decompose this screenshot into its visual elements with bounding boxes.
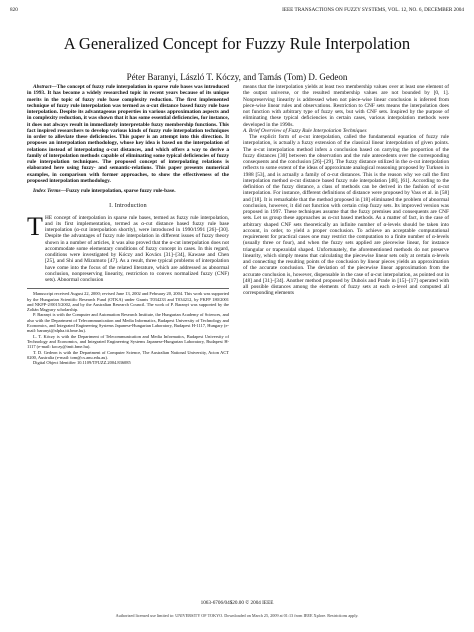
- paper-title: A Generalized Concept for Fuzzy Rule Interpolation: [63, 34, 411, 53]
- drop-cap: T: [27, 211, 43, 241]
- section-heading-introduction: I. Introduction: [109, 203, 147, 210]
- abstract-text: The concept of fuzzy rule interpolation in sparse rule bases was introduced in 1993. It has become a widely researched topic in recent years because of its unique merits in the topic of fuzzy rule base complexity reduction. The first implemented technique of fuzzy rule interpolation was termed as α-cut distance based fuzzy rule base interpolation. Despite its advantageous properties in various approximation aspects and in complexity reduction, it was shown that it has some essential deficiencies, for instance, it does not always result in immediately interpretable fuzzy membership functions. This fact inspired researchers to develop various kinds of fuzzy rule interpolation techniques in order to alleviate these deficiencies. This paper is an attempt into this direction. It proposes an interpolation methodology, whose key idea is based on the interpolation of relations instead of interpolating α-cut distances, and which offers a way to derive a family of interpolation methods capable of eliminating some typical deficiencies of fuzzy rule interpolation techniques. The proposed concept of interpolating relations is elaborated here using fuzzy- and semantic-relations. This paper presents numerical examples, in comparison with former approaches, to show the effectiveness of the proposed interpolation methodology.: [27, 84, 229, 184]
- page-number: 820: [10, 7, 18, 13]
- left-column: [27, 84, 229, 365]
- footnote-doi: Digital Object Identifier 10.1109/TFUZZ.2004.836085: [33, 360, 131, 366]
- index-terms-label: Index Terms—: [33, 188, 66, 194]
- abstract: [27, 84, 229, 184]
- subsection-heading: A. Brief Overview of Fuzzy Rule Interpolation Techniques: [243, 127, 367, 134]
- journal-name: IEEE TRANSACTIONS ON FUZZY SYSTEMS, VOL. 12, NO. 6, DECEMBER 2004: [282, 7, 464, 13]
- footnotes: [27, 288, 229, 365]
- right-paragraph-2: The explicit form of α-cut interpolation, called the fundamental equation of fuzzy rule interpolation, is actually a fuzzy extension of the classical linear interpolation of given points. The α-cut interpolation method infers a conclusion based on carrying the proportion of the fuzzy distances [30] between the observation and the rule antecedents over the corresponding consequents and the conclusion [26]–[29]. The fuzzy distance utilized in the α-cut interpolation reflects to some extent of the ideas of approximate analogical reasoning proposed by Turksen in 1988 [53], and is actually a family of α-cut distances. This is the reason why we call the first interpolation method α-cut distance based fuzzy rule interpolation [48], [61]. According to the definition of the fuzzy distance, a class of methods can be derived in the fashion of α-cut interpolation. For instance, different definitions of distance were proposed by Vass et al. in [58] and [18]. It is remarkable that the method proposed in [18] eliminated the problem of abnormal conclusion, however, it did not function with certain crisp fuzzy sets. Its improved version was proposed in 1997. These techniques assume that the fuzzy premises and consequents are CNF sets. Let us group these approaches as α-cut based methods. As a matter of fact, in the case of arbitrary shaped CNF sets theoretically an infinite number of α-levels should be taken into account, in order, to yield a proper conclusion. To achieve an acceptable computational requirement for practical cases one may restrict the computation to a finite number of α-levels (usually three or four), and when the fuzzy sets applied are piecewise linear, for instance triangular or trapezoidal shaped. Unfortunately, the aforementioned methods do not preserve linearity, which simply means that calculating the piecewise linear sets only at certain α-levels and connecting the resulting points of the conclusion by linear pieces yields an approximation of the accurate conclusion. The deviation of the piecewise linear approximation from the accurate conclusion is, however, dispensable in the case of α-cut interpolation, as pointed out in [48] and [31]–[34]. Another method proposed by Dubois and Prade in [15]–[17] operated with all possible distances among the elements of fuzzy sets at each α-level and computed all corresponding elements: [243, 134, 449, 297]
- abstract-label: Abstract—: [33, 84, 57, 90]
- introduction-text: HE concept of interpolation in sparse rule bases, termed as fuzzy rule interpolation, and its first implementation, termed as α-cut distance based fuzzy rule base interpolation (α-cut interpolation shortly), were introduced in 1990/1991 [26]–[30]. Despite the advantages of fuzzy rule interpolation in different issues of fuzzy theory shown in a number of articles, it was also proved that the α-cut interpolation does not accommodate some elementary conditions of fuzzy concept in cases. In this regard, conditions were investigated by Kóczy and Kovács [31]–[34], Kawase and Chen [25], and Shi and Mizumoto [47]. As a result, three typical problems of interpolation have come into the focus of the related literature, which are addressed as abnormal conclusion, nonpreserving linearity, restriction to convex normalized fuzzy (CNF) sets). Abnormal conclusion: [45, 214, 229, 283]
- index-terms: [27, 188, 229, 194]
- right-paragraph-1: means that the interpolation yields at least two membership values over at least one element of the output universe, or the resulted membership values are not bounded by [0, 1]. Nonpreserving linearity is addressed when not piece-wise linear conclusion is inferred from piece-wise linear rules and observations. Restriction to CNF sets means the interpolation does not function with arbitrary type of fuzzy sets, but with CNF sets. Inspired by the purpose of eliminating these typical deficiencies in certain cases, various interpolation methods were developed in the 1990s.: [243, 84, 449, 128]
- footnote-manuscript: Manuscript received August 22, 2000; revised June 13, 2002 and February 20, 2004. This work was supported by the Hungarian Scientific Research Fund (OTKA) under Grants T034233 and T034212, by FKFP 180/2001 and NKFP-2/0015/2002, and by the Australian Research Council. The work of P. Baranyi was supported by the Zoltán Magyary scholarship.: [27, 291, 229, 313]
- right-column: [243, 84, 449, 297]
- author-list: Péter Baranyi, László T. Kóczy, and Tamás (Tom) D. Gedeon: [126, 72, 348, 82]
- footnote-gedeon: T. D. Gedeon is with the Department of Computer Science, The Australian National University, Acton ACT 0200, Australia (e-mail: tom@cs.anu.edu.au).: [27, 349, 229, 360]
- index-terms-text: Fuzzy rule interpolation, sparse fuzzy rule-base.: [65, 188, 176, 194]
- footnote-koczy: L. T. Kóczy is with the Department of Telecommunication and Media Informatics, Budapest University of Technology and Economics, and Integrated Engineering Systems Japanese-Hungarian Laboratory, Budapest H-1117 (e-mail: koczy@tmit.bme.hu).: [27, 333, 229, 350]
- issn-line: 1063-6706/04$20.00 © 2004 IEEE: [200, 600, 274, 606]
- running-header: [10, 7, 464, 16]
- footnote-baranyi: P. Baranyi is with the Computer and Automation Research Institute, the Hungarian Academy of Sciences, and also with the Department of Telecommunication and Media Informatics, Budapest University of Technology and Economics, and Integrated Engineering Systems Japanese-Hungarian Laboratory, Budapest H-1117, Hungary (e-mail: baranyi@alpha.ttt.bme.hu).: [27, 312, 229, 334]
- introduction-paragraph: [27, 211, 229, 284]
- license-footer: Authorized licensed use limited to: UNIVERSITY OF TOKYO. Downloaded on March 25, 2009 at 01:13 from IEEE Xplore. Restrictions apply.: [115, 613, 359, 618]
